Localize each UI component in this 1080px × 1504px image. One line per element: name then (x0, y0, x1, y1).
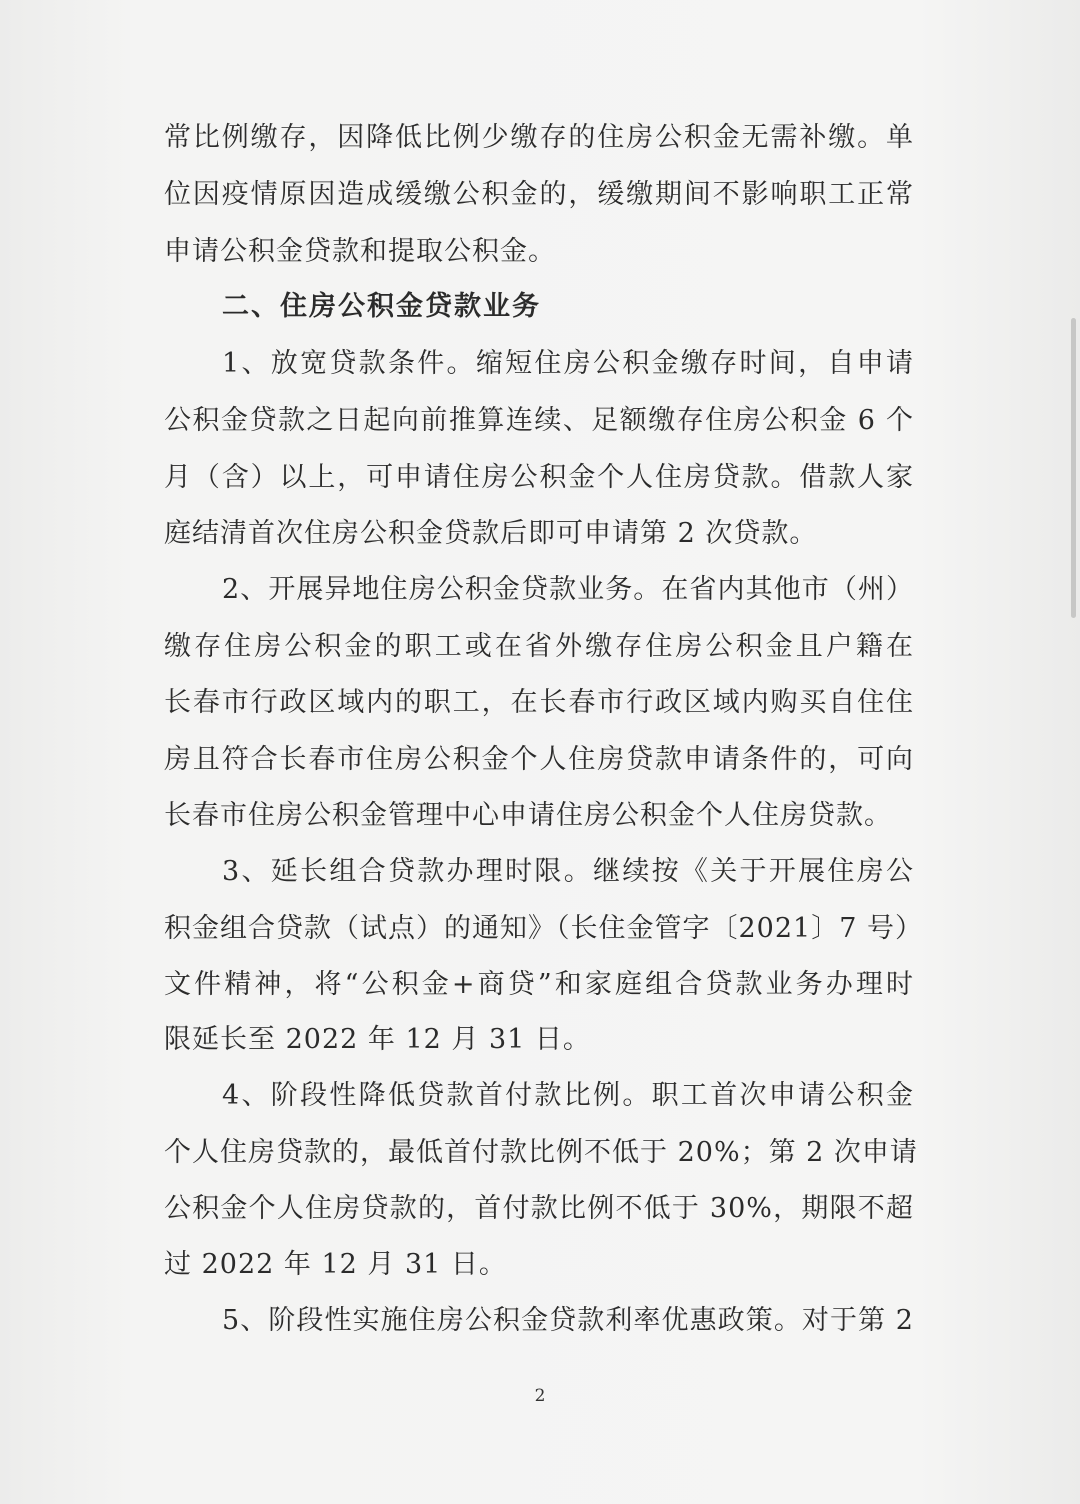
text-line: 缴存住房公积金的职工或在省外缴存住房公积金且户籍在 (164, 631, 914, 662)
text-line: 位因疫情原因造成缓缴公积金的，缓缴期间不影响职工正常 (164, 179, 914, 210)
paragraph-first-line: 1、放宽贷款条件。缩短住房公积金缴存时间，自申请 (222, 348, 914, 379)
text-line: 房且符合长春市住房公积金个人住房贷款申请条件的，可向 (164, 744, 914, 775)
text-line: 长春市住房公积金管理中心申请住房公积金个人住房贷款。 (164, 800, 892, 831)
scroll-indicator[interactable] (1071, 318, 1076, 618)
text-line: 申请公积金贷款和提取公积金。 (164, 236, 556, 267)
text-line: 公积金贷款之日起向前推算连续、足额缴存住房公积金 6 个 (164, 405, 914, 436)
text-line: 庭结清首次住房公积金贷款后即可申请第 2 次贷款。 (164, 518, 818, 549)
text-line: 公积金个人住房贷款的，首付款比例不低于 30%，期限不超 (164, 1193, 914, 1224)
text-line: 过 2022 年 12 月 31 日。 (164, 1249, 507, 1280)
text-line: 积金组合贷款（试点）的通知》（长住金管字〔2021〕7 号） (164, 913, 923, 944)
section-heading: 二、住房公积金贷款业务 (222, 291, 541, 322)
paragraph-first-line: 5、阶段性实施住房公积金贷款利率优惠政策。对于第 2 (222, 1305, 914, 1336)
text-line: 月（含）以上，可申请住房公积金个人住房贷款。借款人家 (164, 462, 914, 493)
text-line: 限延长至 2022 年 12 月 31 日。 (164, 1024, 591, 1055)
paragraph-first-line: 2、开展异地住房公积金贷款业务。在省内其他市（州） (222, 574, 914, 605)
paragraph-first-line: 4、阶段性降低贷款首付款比例。职工首次申请公积金 (222, 1080, 914, 1111)
page-number: 2 (534, 1386, 546, 1406)
paragraph-first-line: 3、延长组合贷款办理时限。继续按《关于开展住房公 (222, 856, 914, 887)
text-line: 文件精神，将“公积金+商贷”和家庭组合贷款业务办理时 (164, 969, 914, 1000)
text-line: 个人住房贷款的，最低首付款比例不低于 20%；第 2 次申请 (164, 1137, 918, 1168)
text-line: 长春市行政区域内的职工，在长春市行政区域内购买自住住 (164, 687, 914, 718)
text-line: 常比例缴存，因降低比例少缴存的住房公积金无需补缴。单 (164, 122, 914, 153)
